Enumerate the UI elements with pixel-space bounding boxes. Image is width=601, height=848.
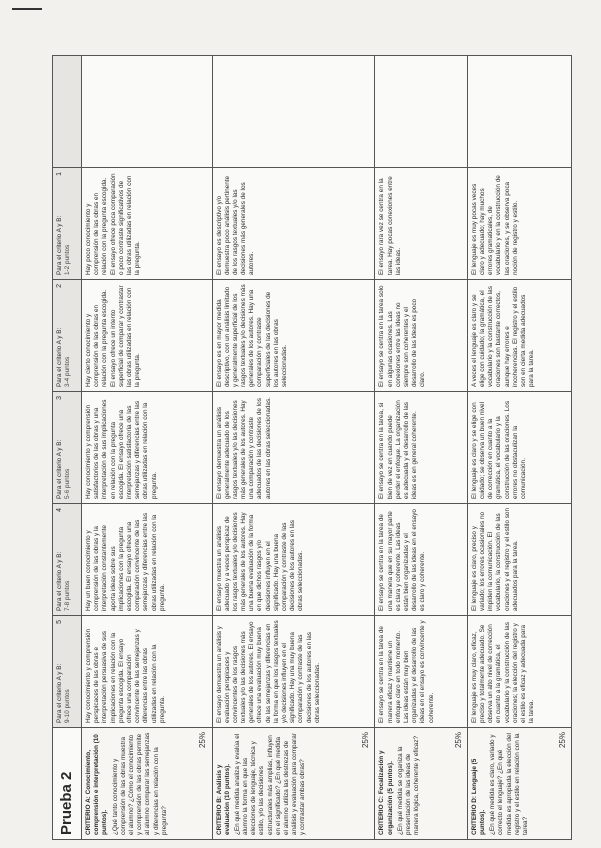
level-header-line2: 7-8 puntos: [64, 580, 72, 611]
criterion-cell: [82, 728, 213, 840]
level-header-line1: Para el criterio A y B:: [56, 215, 63, 275]
criterion-title: CRITERIO C: Focalización y organización (5 puntos).: [378, 750, 394, 835]
level-header-line1: Para el criterio A y B:: [56, 663, 63, 723]
descriptor-cell: El lenguaje es claro y se elige con cuidado; se observa un buen nivel de corrección en cuanto a la gramática, el vocabulario y la construcción de las oraciones. Los errores no obstaculizan la comunicación.: [467, 392, 571, 504]
criterion-weight: 25%: [557, 732, 567, 749]
level-header-line2: 5-6 puntos: [64, 468, 72, 499]
criterion-weight: 25%: [198, 732, 208, 749]
descriptor-cell: El ensayo se centra en la tarea solo en algunas ocasiones. Las conexiones entre las ideas no siempre son coherentes y el desarrollo de las ideas es poco claro.: [375, 280, 467, 392]
criterion-question: ¿En qué medida es claro, variado y correcto el lenguaje? ¿En qué medida es apropiada la elección del registro y el estilo en relación con la tarea?: [489, 733, 529, 835]
criterion-cell: [375, 728, 467, 840]
descriptor-cell: Hay cierto conocimiento y comprensión de las obras en relación con la pregunta escogida. El ensayo ofrece un intento superficial de comparar y contrastar las obras utilizadas en relación con la pregunta.: [82, 280, 213, 392]
level-points: 1: [56, 172, 63, 176]
descriptor-cell: Hay poco conocimiento y comprensión de las obras en relación con la pregunta escogida. El ensayo ofrece poca comparación o poco contraste significativos de las obras utilizadas en relación con la pregunta.: [82, 168, 213, 280]
level-points: 3: [56, 396, 63, 400]
descriptor-cell: Hay conocimiento y comprensión satisfactorios de las obras y una interpretación de sus implicaciones en relación con la pregunta escogida. El ensayo ofrece una interpretación satisfactoria de las semejanzas y diferencias entre las obras utilizadas en relación con la pregunta.: [82, 392, 213, 504]
descriptor-cell: [375, 56, 467, 168]
level-header-line1: Para el criterio A y B:: [56, 551, 63, 611]
level-header-line2: 1-2 puntos: [64, 244, 72, 275]
level-points: 5: [56, 620, 63, 624]
criterion-cell: [212, 728, 375, 840]
level-header: [53, 392, 82, 504]
criterion-row: [375, 56, 467, 840]
descriptor-cell: El ensayo rara vez se centra en la tarea. Hay pocas conexiones entre las ideas.: [375, 168, 467, 280]
descriptor-cell: Hay un buen conocimiento y comprensión de las obras y la interpretación constantemente aporta ideas sobre sus implicaciones con la pregunta escogida. El ensayo ofrece una comparación convincente de las semejanzas y diferencias entre las obras utilizadas en relación con la pregunta.: [82, 504, 213, 616]
descriptor-cell: [467, 56, 571, 168]
descriptor-cell: [212, 56, 375, 168]
descriptor-cell: El ensayo muestra un análisis adecuado y a veces perspicaz de los rasgos textuales y/o decisiones más generales de los autores. Hay una buena evaluación de la forma en que dichos rasgos y/o decisiones influyen en el significado. Hay una buena comparación y contraste de las decisiones de los autores en las obras seleccionadas.: [212, 504, 375, 616]
descriptor-cell: El ensayo es en mayor medida descriptivo, con un análisis limitado y generalmente superficial de los rasgos textuales y/o decisiones más generales de los autores. Hay una comparación y contraste superficiales de las decisiones de los autores en las obras seleccionadas.: [212, 280, 375, 392]
rubric-table: [52, 55, 572, 840]
level-header-line2: 9-10 puntos: [64, 689, 72, 723]
criterion-question: ¿En qué medida se organiza la presentación de las ideas de manera lógica, coherente y eficaz?: [396, 735, 421, 835]
rubric-rotated: [52, 56, 572, 840]
criterion-question: ¿En qué medida analiza y evalúa el alumno la forma en que las elecciones de lenguaje, técnica y estilo, y/o las decisiones estructurales más amplias, influyen en el significado? ¿En qué medida el alumno utiliza las destrezas de análisis y evaluación para comparar y contrastar ambas obras?: [233, 733, 307, 835]
criterion-question: ¿Qué tanto conocimiento y comprensión de las obras muestra el alumno? ¿Cómo el conocimiento y comprensión de las obras permite al alumno comparar las semejanzas y diferencias en relación con la pregunta?: [111, 732, 168, 835]
criterion-weight: 25%: [453, 732, 463, 749]
level-header-line2: 3-4 puntos: [64, 356, 72, 387]
header-row: [53, 56, 82, 840]
level-header: [53, 280, 82, 392]
criterion-title: CRITERIO B: Análisis y evaluación (10 puntos).: [215, 763, 231, 835]
descriptor-cell: El lenguaje es claro, preciso y variado; los errores ocasionales no impiden la comunicación. El vocabulario, la construcción de las oraciones y el registro y el estilo son adecuados para la tarea.: [467, 504, 571, 616]
criterion-title: CRITERIO D: Lenguaje (5 puntos).: [470, 758, 487, 835]
level-points: 2: [56, 284, 63, 288]
criterion-weight: 25%: [361, 732, 371, 749]
descriptor-cell: El ensayo se centra en la tarea de manera eficaz y mantiene un enfoque claro en todo momento. Las ideas están muy bien organizadas y el desarrollo de las ideas en el ensayo es convincente y coherente.: [375, 616, 467, 728]
criterion-row: [212, 56, 375, 840]
descriptor-cell: El ensayo se centra en la tarea, si bien de vez en cuando puede perder el enfoque. La organización es adecuada y el desarrollo de las ideas es en general coherente.: [375, 392, 467, 504]
rubric-stage: [52, 56, 572, 840]
level-header: [53, 504, 82, 616]
criterion-row: [467, 56, 571, 840]
descriptor-cell: A veces el lenguaje es claro y se elige con cuidado; la gramática, el vocabulario y la construcción de las oraciones son bastante correctos, aunque hay errores e incoherencias. El registro y el estilo son en cierta medida adecuados para la tarea.: [467, 280, 571, 392]
corner-mark: [12, 8, 42, 10]
criterion-row: [82, 56, 213, 840]
descriptor-cell: El lenguaje es muy pocas veces claro y adecuado; hay muchos errores gramaticales, de vocabulario y en la construcción de las oraciones, y se observa poca noción de registro y estilo.: [467, 168, 571, 280]
table-title: Prueba 2: [53, 728, 82, 840]
criterion-cell: [467, 728, 571, 840]
level-header-line1: Para el criterio A y B:: [56, 439, 63, 499]
descriptor-cell: El ensayo es descriptivo y/o demuestra poco análisis pertinente de los rasgos textuales y/o las decisiones más generales de los autores.: [212, 168, 375, 280]
criterion-title: CRITERIO A: Conocimiento, comprensión e interpretación (10 puntos).: [85, 734, 109, 835]
descriptor-cell: Hay conocimiento y comprensión perspicaces de las obras e interpretación persuasiva de sus implicaciones en relación con la pregunta escogida. El ensayo ofrece una comparación convincente de las semejanzas y diferencias entre las obras utilizadas en relación con la pregunta.: [82, 616, 213, 728]
level-header: [53, 616, 82, 728]
descriptor-cell: El ensayo demuestra un análisis y evaluación perspicaces y convincentes de los rasgos textuales y/o las decisiones más generales de los autores. El ensayo ofrece una evaluación muy buena de las semejanzas y diferencias en la forma en que los rasgos textuales y/o decisiones influyen en el significado. Hay una muy buena comparación y contraste de las decisiones de los autores en las obras seleccionadas.: [212, 616, 375, 728]
level-header: [53, 56, 82, 168]
descriptor-cell: El ensayo demuestra un análisis generalmente adecuado de los rasgos textuales y/o las decisiones más generales de los autores. Hay una comparación y contraste adecuados de las decisiones de los autores en las obras seleccionadas.: [212, 392, 375, 504]
level-header: [53, 168, 82, 280]
descriptor-cell: El lenguaje es muy claro, eficaz, preciso y totalmente adecuado. Se observa un alto nivel de corrección en cuanto a la gramática, el vocabulario y la construcción de las oraciones; la elección del registro y el estilo es eficaz y adecuada para la tarea.: [467, 616, 571, 728]
level-header-line1: Para el criterio A y B:: [56, 327, 63, 387]
descriptor-cell: El ensayo se centra en la tarea de una manera que en su mayor parte es clara y coherente. Las ideas están bien organizadas y el desarrollo de las ideas en el ensayo es claro y coherente.: [375, 504, 467, 616]
level-points: 4: [56, 508, 63, 512]
descriptor-cell: [82, 56, 213, 168]
